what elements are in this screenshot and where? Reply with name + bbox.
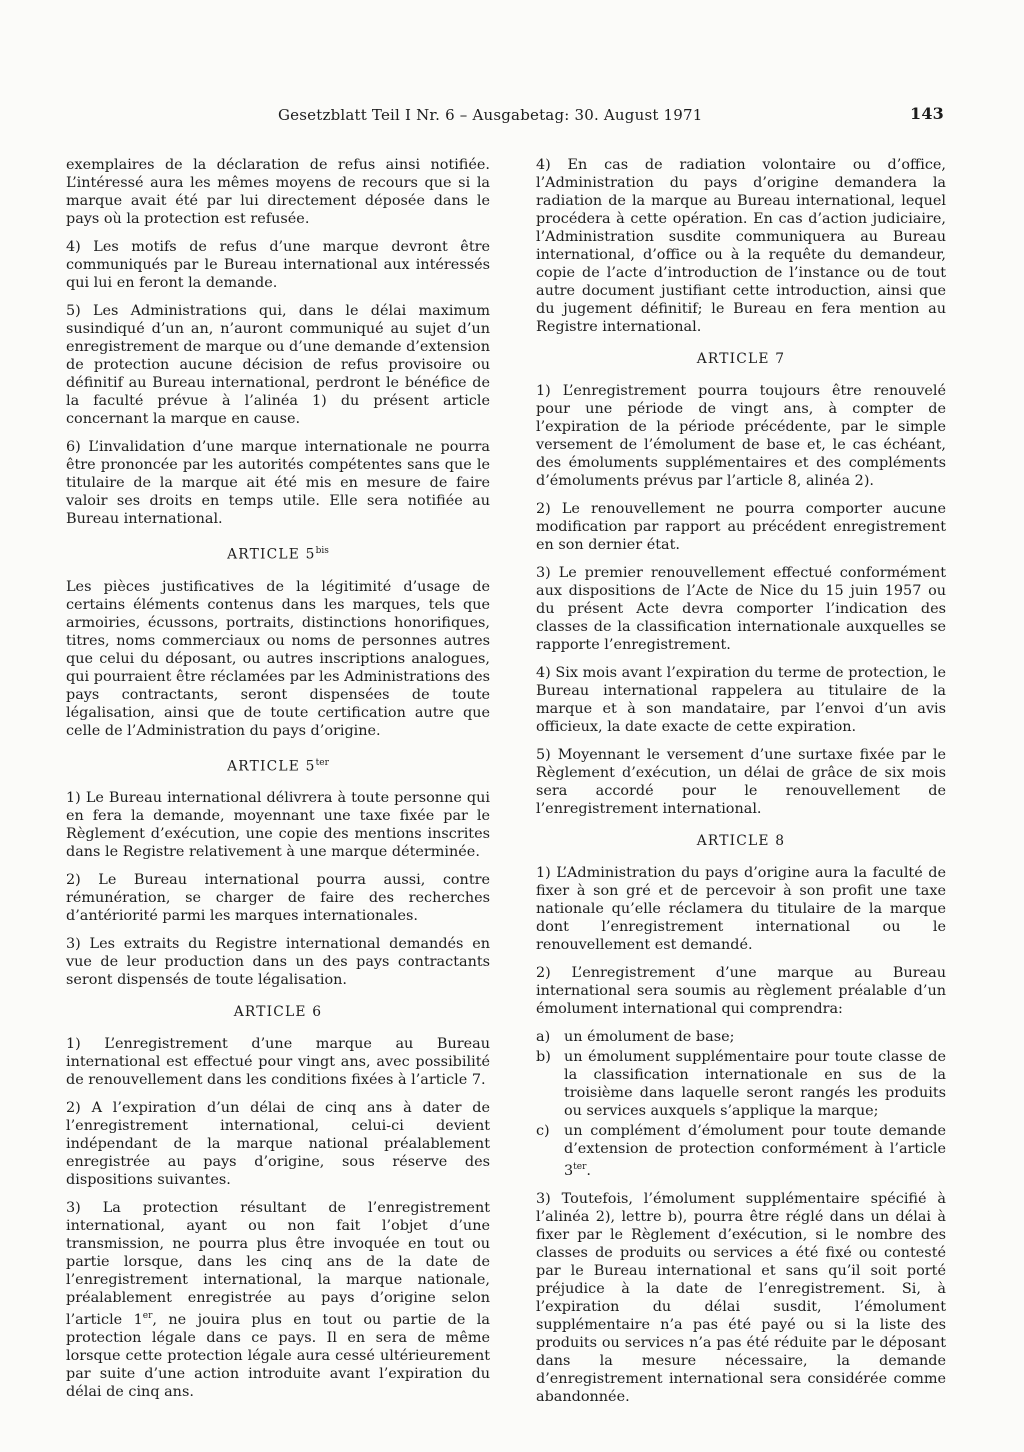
paragraph: 4) En cas de radiation volontaire ou d’office, l’Administration du pays d’origine demandera la radiation de la marque au Bureau international, lequel procédera à cette opération. En cas d’action judiciaire, l’Administration susdite communiquera au Bureau international, d’office ou à la requête du demandeur, copie de l’acte d’introduction de l’instance ou de tout autre document justifiant cette introduction, ainsi que du jugement définitif; le Bureau en fera mention au Registre international. <box>536 157 946 335</box>
paragraph: 2) Le Bureau international pourra aussi, contre rémunération, se charger de faire des recherches d’antériorité parmi les marques internationales. <box>66 872 490 925</box>
right-column <box>536 156 946 1416</box>
paragraph: 4) Six mois avant l’expiration du terme de protection, le Bureau international rappelera au titulaire de la marque et à son mandataire, par l’envoi d’un avis officieux, la date exacte de cette expiration. <box>536 665 946 735</box>
paragraph: Les pièces justificatives de la légitimité d’usage de certains éléments contenus dans les marques, tels que armoiries, écussons, portraits, distinctions honorifiques, titres, noms commerciaux ou noms de personnes autres que celui du déposant, ou autres inscriptions analogues, qui pourraient être réclamées par les Administrations des pays contractants, seront dispensées de toute légalisation, ainsi que de toute certification autre que celle de l’Administration du pays d’origine. <box>66 578 490 739</box>
paragraph: 6) L’invalidation d’une marque internationale ne pourra être prononcée par les autorités compétentes sans que le titulaire de la marque ait été mis en mesure de faire valoir ses droits en temps utile. Elle sera notifiée au Bureau international. <box>66 439 490 527</box>
paragraph: 2) A l’expiration d’un délai de cinq ans à dater de l’enregistrement international, celui-ci devient indépendant de la marque national préalablement enregistrée au pays d’origine, sous réserve des dispositions suivantes. <box>66 1100 490 1189</box>
running-title: Gesetzblatt Teil I Nr. 6 – Ausgabetag: 30. August 1971 <box>278 106 703 124</box>
paragraph: 1) L’enregistrement d’une marque au Bureau international est effectué pour vingt ans, avec possibilité de renouvellement dans les conditions fixées à l’article 7. <box>66 1036 490 1089</box>
paragraph: 3) Le premier renouvellement effectué conformément aux dispositions de l’Acte de Nice du 15 juin 1957 ou du présent Acte devra comporter l’indication des classes de la classification internationale auxquelles se rapporte l’enregistrement. <box>536 565 946 653</box>
paragraph: 3) Toutefois, l’émolument supplémentaire spécifié à l’alinéa 2), lettre b), pourra être réglé dans un délai à fixer par le Règlement d’exécution, si le nombre des classes de produits ou services a été fixé ou contesté par le Bureau international et sans qu’il soit porté préjudice à la date de l’enregistrement. Si, à l’expiration du délai susdit, l’émolument supplémentaire n’a pas été payé ou si la liste des produits ou services n’a pas été réduite par le déposant dans la mesure nécessaire, la demande d’enregistrement international sera considérée comme abandonnée. <box>536 1190 946 1405</box>
list-item: c) un complément d’émolument pour toute demande d’extension de protection conformément à l’article $3^{ter}$. <box>536 1123 946 1179</box>
paragraph: 5) Moyennant le versement d’une surtaxe fixée par le Règlement d’exécution, un délai de grâce de six mois sera accordé pour le renouvellement de l’enregistrement international. <box>536 747 946 817</box>
paragraph: 1) L’enregistrement pourra toujours être renouvelé pour une période de vingt ans, à compter de l’expiration de la période précédente, par le simple versement de l’émolument de base et, le cas échéant, des émoluments supplémentaires et des compléments d’émoluments prévus par l’article 8, alinéa 2). <box>536 383 946 489</box>
paragraph: 3) La protection résultant de l’enregistrement international, ayant ou non fait l’objet d’une transmission, ne pourra plus être invoquée en tout ou partie lorsque, dans les cinq ans de la date de l’enregistrement international, la marque nationale, préalablement enregistrée au pays d’origine selon l’article 1er, ne jouira plus en tout ou partie de la protection légale dans ce pays. Il en sera de même lorsque cette protection légale aura cessé ultérieurement par suite d’une action introduite avant l’expiration du délai de cinq ans. <box>66 1200 490 1400</box>
article-8-heading: ARTICLE 8 <box>696 833 786 849</box>
article-5bis-heading: ARTICLE $5^{bis}$ <box>227 546 329 563</box>
paragraph: 2) Le renouvellement ne pourra comporter aucune modification par rapport au précédent enregistrement en son dernier état. <box>536 501 946 553</box>
paragraph: exemplaires de la déclaration de refus ainsi notifiée. L’intéressé aura les mêmes moyens de recours que si la marque avait été par lui directement déposée dans le pays où la protection est refusée. <box>66 157 490 227</box>
paragraph: 4) Les motifs de refus d’une marque devront être communiqués par le Bureau international aux intéressés qui lui en feront la demande. <box>66 239 490 291</box>
article-6-heading: ARTICLE 6 <box>233 1004 323 1021</box>
list-item: a) un émolument de base; <box>536 1029 735 1045</box>
paragraph: 1) Le Bureau international délivrera à toute personne qui en fera la demande, moyennant une taxe fixée par le Règlement d’exécution, une copie des mentions inscrites dans le Registre relativement à une marque déterminée. <box>66 790 490 861</box>
left-column <box>66 156 490 1411</box>
page-number: 143 <box>910 104 944 123</box>
list-item: b) un émolument supplémentaire pour toute classe de la classification internationale en sus de la troisième dans laquelle seront rangés les produits ou services auxquels s’applique la marque; <box>536 1049 946 1119</box>
paragraph: 2) L’enregistrement d’une marque au Bureau international sera soumis au règlement préalable d’un émolument international qui comprendra: <box>536 965 946 1017</box>
page-header <box>60 104 944 132</box>
paragraph: 5) Les Administrations qui, dans le délai maximum susindiqué d’un an, n’auront communiqué au sujet d’un enregistrement de marque ou d’une demande d’extension de protection aucune décision de refus provisoire ou définitif au Bureau international, perdront le bénéfice de la faculté prévue à l’alinéa 1) du présent article concernant la marque en cause. <box>66 303 490 427</box>
fee-list <box>536 1028 946 1180</box>
article-5ter-heading: ARTICLE $5^{ter}$ <box>227 757 329 775</box>
paragraph: 1) L’Administration du pays d’origine aura la faculté de fixer à son gré et de percevoir à son profit une taxe nationale qu’elle réclamera du titulaire de la marque dont l’enregistrement international ou le renouvellement est demandé. <box>536 865 946 953</box>
article-7-heading: ARTICLE 7 <box>696 351 786 367</box>
paragraph: 3) Les extraits du Registre international demandés en vue de leur production dans un des pays contractants seront dispensés de toute légalisation. <box>66 936 490 989</box>
